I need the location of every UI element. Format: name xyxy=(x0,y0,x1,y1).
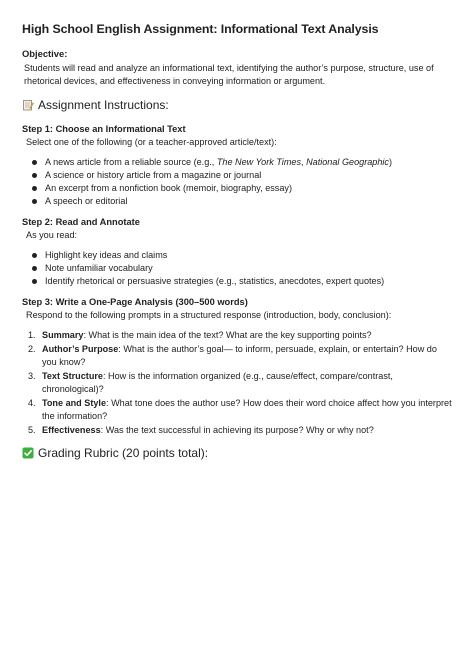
memo-icon xyxy=(22,99,34,111)
list-item: 4. Tone and Style: What tone does the author use? How does their word choice affect how you interpret the information? xyxy=(28,398,452,421)
list-item: 1. Summary: What is the main idea of the text? What are the key supporting points? xyxy=(28,330,372,340)
rubric-heading: Grading Rubric (20 points total): xyxy=(38,446,209,460)
step3-intro: Respond to the following prompts in a structured response (introduction, body, conclusion): xyxy=(26,310,392,320)
step1-title: Step 1: Choose an Informational Text xyxy=(22,124,186,134)
step2-section xyxy=(22,217,452,288)
list-item: Note unfamiliar vocabulary xyxy=(32,262,452,275)
bullet-icon xyxy=(32,199,37,204)
step2-title: Step 2: Read and Annotate xyxy=(22,217,140,227)
bullet-icon xyxy=(32,173,37,178)
step1-list xyxy=(22,156,452,208)
list-item: An excerpt from a nonfiction book (memoir, biography, essay) xyxy=(32,182,452,195)
bullet-icon xyxy=(32,279,37,284)
list-item: A news article from a reliable source (e.g., The New York Times, National Geographic) xyxy=(32,156,452,169)
objective-section xyxy=(22,48,452,88)
step1-intro: Select one of the following (or a teacher-approved article/text): xyxy=(26,137,277,147)
list-item: A science or history article from a magazine or journal xyxy=(32,169,452,182)
step2-intro: As you read: xyxy=(26,230,78,240)
bullet-icon xyxy=(32,266,37,271)
step3-section xyxy=(22,297,452,437)
bullet-icon xyxy=(32,253,37,258)
bullet-icon xyxy=(32,186,37,191)
list-item: 5. Effectiveness: Was the text successful in achieving its purpose? Why or why not? xyxy=(28,425,374,435)
list-item: A speech or editorial xyxy=(32,195,452,208)
step3-list xyxy=(22,329,452,437)
list-item: Identify rhetorical or persuasive strategies (e.g., statistics, anecdotes, expert quotes) xyxy=(32,275,452,288)
step2-list xyxy=(22,249,452,288)
step3-title: Step 3: Write a One-Page Analysis (300–500 words) xyxy=(22,297,248,307)
page-title: High School English Assignment: Informational Text Analysis xyxy=(22,22,379,36)
instructions-heading: Assignment Instructions: xyxy=(38,98,169,112)
list-item: 3. Text Structure: How is the information organized (e.g., cause/effect, compare/contrast, chronological)? xyxy=(28,371,393,394)
step1-section xyxy=(22,124,452,208)
list-item: 2. Author’s Purpose: What is the author’s goal— to inform, persuade, explain, or entertain? How do you know? xyxy=(28,344,437,367)
rubric-heading-row xyxy=(22,446,452,460)
check-mark-icon xyxy=(22,447,34,459)
instructions-heading-row xyxy=(22,98,452,112)
objective-label: Objective: xyxy=(22,48,68,59)
objective-text: Students will read and analyze an informational text, identifying the author’s purpose, structure, use of rhetorical devices, and effectiveness in conveying information or argument. xyxy=(24,63,434,86)
list-item: Highlight key ideas and claims xyxy=(32,249,452,262)
bullet-icon xyxy=(32,160,37,165)
